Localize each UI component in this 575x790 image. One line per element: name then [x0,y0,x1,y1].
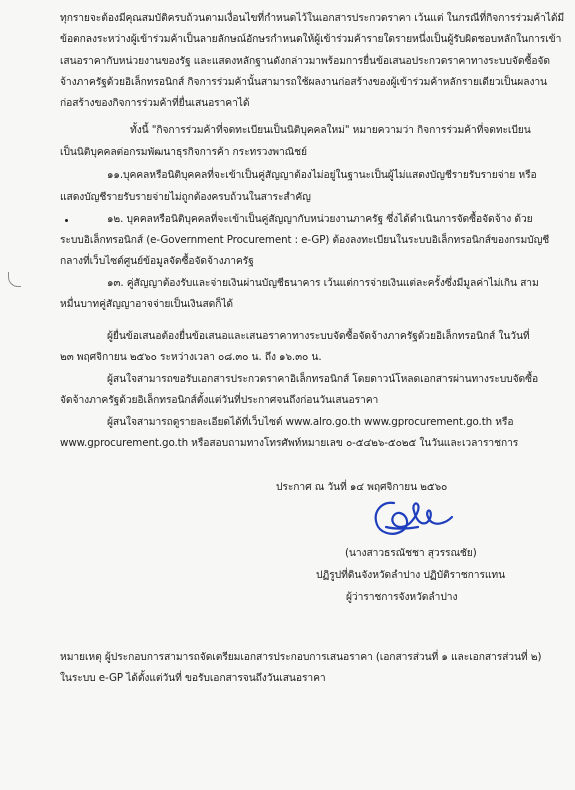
item-11-line-1: ๑๑.บุคคลหรือนิติบุคคลที่จะเข้าเป็นคู่สัญญาต้องไม่อยู่ในฐานะเป็นผู้ไม่แสดงบัญชีรายรับรายจ่าย หรือ [107,169,537,181]
submission-line-1: ผู้ยื่นข้อเสนอต้องยื่นข้อเสนอและเสนอราคาทางระบบจัดซื้อจัดจ้างภาครัฐด้วยอิเล็กทรอนิกส์ ในวันที่ [107,330,530,342]
signer-title-1: ปฏิรูปที่ดินจังหวัดลำปาง ปฏิบัติราชการแทน [316,569,506,581]
item-13-line-2: หมื่นบาทคู่สัญญาอาจจ่ายเป็นเงินสดก็ได้ [60,298,234,310]
item-12-line-2: ระบบอิเล็กทรอนิกส์ (e-Government Procurement : e-GP) ต้องลงทะเบียนในระบบอิเล็กทรอนิกส์ของกรมบัญชี [60,234,550,246]
download-line-1: ผู้สนใจสามารถขอรับเอกสารประกวดราคาอิเล็กทรอนิกส์ โดยดาวน์โหลดเอกสารผ่านทางระบบจัดซื้อ [107,373,539,385]
paragraph-2-line-1: ทั้งนี้ "กิจการร่วมค้าที่จดทะเบียนเป็นนิติบุคคลใหม่" หมายความว่า กิจการร่วมค้าที่จดทะเบียน [130,124,531,136]
signer-name: (นางสาวธรณัชชา สุวรรณชัย) [345,547,477,559]
note-line-2: ในระบบ e-GP ได้ตั้งแต่วันที่ ขอรับเอกสารจนถึงวันเสนอราคา [60,672,326,684]
item-11-line-2: แสดงบัญชีรายรับรายจ่ายไม่ถูกต้องครบถ้วนในสาระสำคัญ [60,191,311,203]
signature-image [372,497,454,541]
item-12-line-3: กลางที่เว็บไซต์ศูนย์ข้อมูลจัดซื้อจัดจ้างภาครัฐ [60,255,254,267]
submission-line-2: ๒๓ พฤศจิกายน ๒๕๖๐ ระหว่างเวลา ๐๘.๓๐ น. ถึง ๑๖.๓๐ น. [60,351,322,363]
download-line-2: จัดจ้างภาครัฐด้วยอิเล็กทรอนิกส์ตั้งแต่วันที่ประกาศจนถึงก่อนวันเสนอราคา [60,394,379,406]
note-line-1: หมายเหตุ ผู้ประกอบการสามารถจัดเตรียมเอกสารประกอบการเสนอราคา (เอกสารส่วนที่ ๑ และเอกสารส่วนที่ ๒) [60,651,542,663]
signer-title-2: ผู้ว่าราชการจังหวัดลำปาง [346,591,458,603]
announcement-date: ประกาศ ณ วันที่ ๑๔ พฤศจิกายน ๒๕๖๐ [276,481,448,493]
margin-mark [8,272,21,287]
contact-line-1: ผู้สนใจสามารถดูรายละเอียดได้ที่เว็บไซต์ www.alro.go.th www.gprocurement.go.th หรือ [107,416,514,428]
bullet-dot [65,219,68,222]
item-12-line-1: ๑๒. บุคคลหรือนิติบุคคลที่จะเข้าเป็นคู่สัญญากับหน่วยงานภาครัฐ ซึ่งได้ดำเนินการจัดซื้อจัดจ้าง ด้วย [107,213,533,225]
paragraph-1-line-2: ข้อตกลงระหว่างผู้เข้าร่วมค้าเป็นลายลักษณ์อักษรกำหนดให้ผู้เข้าร่วมค้ารายใดรายหนึ่งเป็นผู้รับผิดชอบหลักในการเข้า [60,33,562,45]
paragraph-1-line-3: เสนอราคากับหน่วยงานของรัฐ และแสดงหลักฐานดังกล่าวมาพร้อมการยื่นข้อเสนอประกวดราคาทางระบบจัดซื้อจัด [60,55,550,67]
paragraph-2-line-2: เป็นนิติบุคคลต่อกรมพัฒนาธุรกิจการค้า กระทรวงพาณิชย์ [60,146,307,158]
paragraph-1-line-4: จ้างภาครัฐด้วยอิเล็กทรอนิกส์ กิจการร่วมค้านั้นสามารถใช้ผลงานก่อสร้างของผู้เข้าร่วมค้าหลักรายเดียวเป็นผลงาน [60,76,547,88]
paragraph-1-line-5: ก่อสร้างของกิจการร่วมค้าที่ยื่นเสนอราคาได้ [60,97,250,109]
paragraph-1-line-1: ทุกรายจะต้องมีคุณสมบัติครบถ้วนตามเงื่อนไขที่กำหนดไว้ในเอกสารประกวดราคา เว้นแต่ ในกรณีที่กิจการร่วมค้าได้มี [60,12,565,24]
contact-line-2: www.gprocurement.go.th หรือสอบถามทางโทรศัพท์หมายเลข ๐-๕๔๒๖-๕๐๒๕ ในวันและเวลาราชการ [60,437,519,449]
item-13-line-1: ๑๓. คู่สัญญาต้องรับและจ่ายเงินผ่านบัญชีธนาคาร เว้นแต่การจ่ายเงินแต่ละครั้งซึ่งมีมูลค่าไม่เกิน สาม [107,277,539,289]
